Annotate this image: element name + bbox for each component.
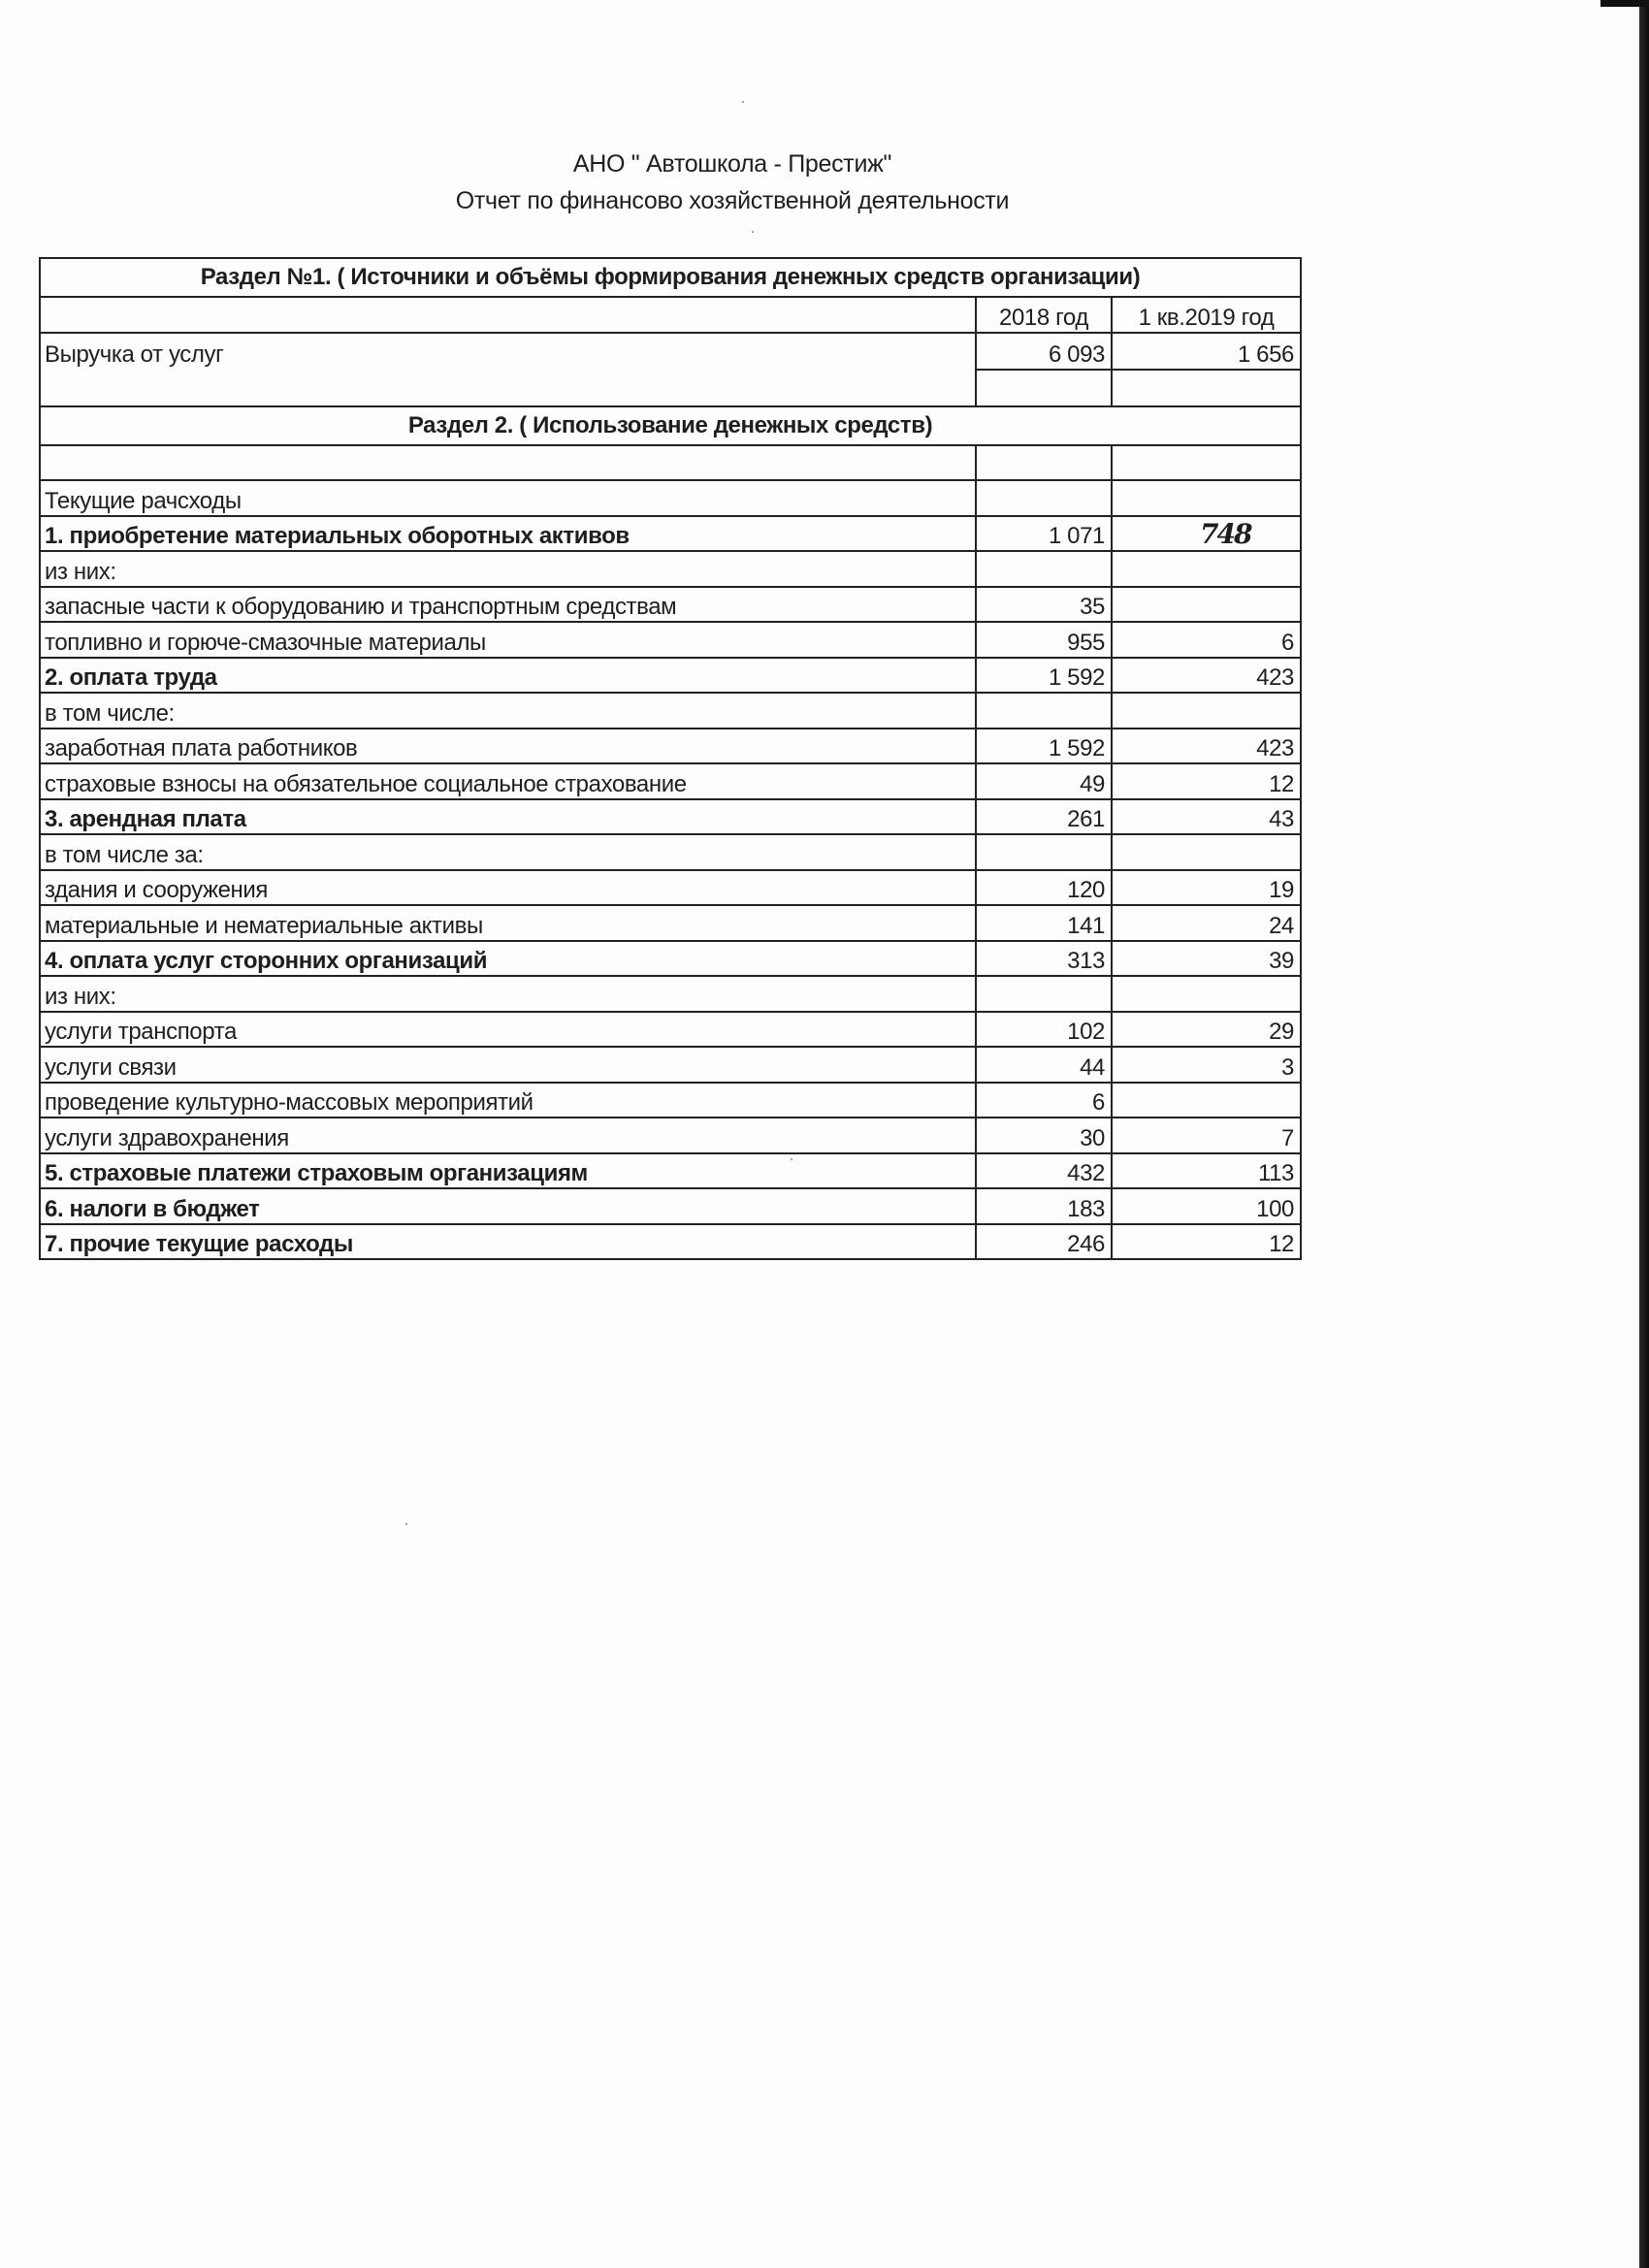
row-label: топливно и горюче-смазочные материалы	[40, 622, 976, 658]
value-q1-2019: 3	[1112, 1047, 1301, 1083]
value-2018: 246	[976, 1224, 1112, 1260]
scan-speck	[405, 1523, 407, 1525]
value-q1-2019: 12	[1112, 763, 1301, 799]
row-label: Текущие рачсходы	[40, 480, 976, 516]
table-row	[40, 622, 1301, 658]
scan-speck	[752, 231, 754, 233]
organization-name: АНО " Автошкола - Престиж"	[572, 150, 892, 178]
table-row	[40, 905, 1301, 941]
value-2018: 313	[976, 941, 1112, 977]
value-q1-2019: 43	[1112, 799, 1301, 835]
column-header-row	[40, 297, 1301, 333]
section-1-heading-row	[40, 258, 1301, 297]
row-label: в том числе:	[40, 693, 976, 729]
row-label: материальные и нематериальные активы	[40, 905, 976, 941]
table-row	[40, 658, 1301, 694]
value-2018	[976, 976, 1112, 1012]
value-q1-2019	[1112, 370, 1301, 406]
value-2018	[976, 370, 1112, 406]
report-title: Отчет по финансово хозяйственной деятельности	[455, 187, 1010, 214]
row-label: из них:	[40, 551, 976, 587]
column-header-q1-2019: 1 кв.2019 год	[1112, 297, 1301, 333]
table-row	[40, 1047, 1301, 1083]
value-2018: 141	[976, 905, 1112, 941]
row-label: услуги транспорта	[40, 1012, 976, 1048]
value-2018: 35	[976, 587, 1112, 623]
value-2018: 6 093	[976, 333, 1112, 370]
section-2-heading-row	[40, 406, 1301, 445]
value-q1-2019	[1112, 445, 1301, 481]
value-q1-2019: 100	[1112, 1188, 1301, 1224]
value-q1-2019: 19	[1112, 870, 1301, 906]
value-2018: 955	[976, 622, 1112, 658]
value-q1-2019: 1 656	[1112, 333, 1301, 370]
value-2018: 30	[976, 1118, 1112, 1153]
table-row	[40, 1188, 1301, 1224]
row-label: 7. прочие текущие расходы	[40, 1224, 976, 1260]
table-row	[40, 729, 1301, 764]
value-q1-2019	[1112, 834, 1301, 870]
table-row	[40, 799, 1301, 835]
value-2018	[976, 693, 1112, 729]
row-label: проведение культурно-массовых мероприятий	[40, 1083, 976, 1118]
table-row	[40, 870, 1301, 906]
value-q1-2019	[1112, 693, 1301, 729]
value-q1-2019	[1112, 480, 1301, 516]
row-label: из них:	[40, 976, 976, 1012]
row-label: в том числе за:	[40, 834, 976, 870]
value-q1-2019: 113	[1112, 1153, 1301, 1189]
table-row	[40, 693, 1301, 729]
value-q1-2019: 12	[1112, 1224, 1301, 1260]
column-header-2018: 2018 год	[976, 297, 1112, 333]
financial-report-table	[39, 257, 1302, 1260]
row-label: 5. страховые платежи страховым организациям	[40, 1153, 976, 1189]
table-row	[40, 445, 1301, 481]
value-q1-2019: 423	[1112, 729, 1301, 764]
value-2018: 1 592	[976, 729, 1112, 764]
value-2018	[976, 480, 1112, 516]
table-row	[40, 763, 1301, 799]
value-q1-2019: 29	[1112, 1012, 1301, 1048]
value-2018	[976, 551, 1112, 587]
row-label: услуги здравохранения	[40, 1118, 976, 1153]
table-row	[40, 1083, 1301, 1118]
scan-speck	[742, 101, 744, 103]
value-q1-2019	[1112, 587, 1301, 623]
table-row	[40, 1012, 1301, 1048]
table-row	[40, 551, 1301, 587]
row-label: 3. арендная плата	[40, 799, 976, 835]
value-2018: 102	[976, 1012, 1112, 1048]
row-label: 2. оплата труда	[40, 658, 976, 694]
table-row	[40, 1118, 1301, 1153]
value-2018	[976, 834, 1112, 870]
value-2018: 44	[976, 1047, 1112, 1083]
column-header-label	[40, 297, 976, 333]
value-q1-2019	[1112, 551, 1301, 587]
value-2018: 6	[976, 1083, 1112, 1118]
value-2018: 432	[976, 1153, 1112, 1189]
row-label: заработная плата работников	[40, 729, 976, 764]
scan-edge-top-shadow	[1600, 0, 1649, 7]
table-row	[40, 1153, 1301, 1189]
row-label: услуги связи	[40, 1047, 976, 1083]
value-2018	[976, 445, 1112, 481]
value-q1-2019: 6	[1112, 622, 1301, 658]
table-row	[40, 587, 1301, 623]
row-label	[40, 445, 976, 481]
value-q1-2019: 39	[1112, 941, 1301, 977]
value-q1-2019	[1112, 976, 1301, 1012]
row-label: 6. налоги в бюджет	[40, 1188, 976, 1224]
value-q1-2019	[1112, 1083, 1301, 1118]
value-2018: 1 592	[976, 658, 1112, 694]
value-2018: 1 071	[976, 516, 1112, 552]
table-row	[40, 941, 1301, 977]
section-1-heading: Раздел №1. ( Источники и объёмы формирования денежных средств организации)	[40, 258, 1301, 297]
section-2-heading: Раздел 2. ( Использование денежных средств)	[40, 406, 1301, 445]
row-label: 4. оплата услуг сторонних организаций	[40, 941, 976, 977]
row-label: здания и сооружения	[40, 870, 976, 906]
table-row-revenue	[40, 333, 1301, 370]
table-row	[40, 976, 1301, 1012]
value-2018: 120	[976, 870, 1112, 906]
row-label: 1. приобретение материальных оборотных активов	[40, 516, 976, 552]
scan-edge-shadow	[1639, 0, 1649, 2268]
value-q1-2019: 24	[1112, 905, 1301, 941]
table-row	[40, 834, 1301, 870]
value-2018: 183	[976, 1188, 1112, 1224]
row-label: страховые взносы на обязательное социальное страхование	[40, 763, 976, 799]
value-q1-2019: 7	[1112, 1118, 1301, 1153]
row-label: запасные части к оборудованию и транспортным средствам	[40, 587, 976, 623]
handwritten-value-q1-2019: 748	[1112, 516, 1301, 552]
document-header	[0, 146, 1465, 219]
table-row	[40, 516, 1301, 552]
value-q1-2019: 423	[1112, 658, 1301, 694]
row-label: Выручка от услуг	[40, 333, 976, 406]
table-row	[40, 480, 1301, 516]
value-2018: 49	[976, 763, 1112, 799]
value-2018: 261	[976, 799, 1112, 835]
table-row	[40, 1224, 1301, 1260]
